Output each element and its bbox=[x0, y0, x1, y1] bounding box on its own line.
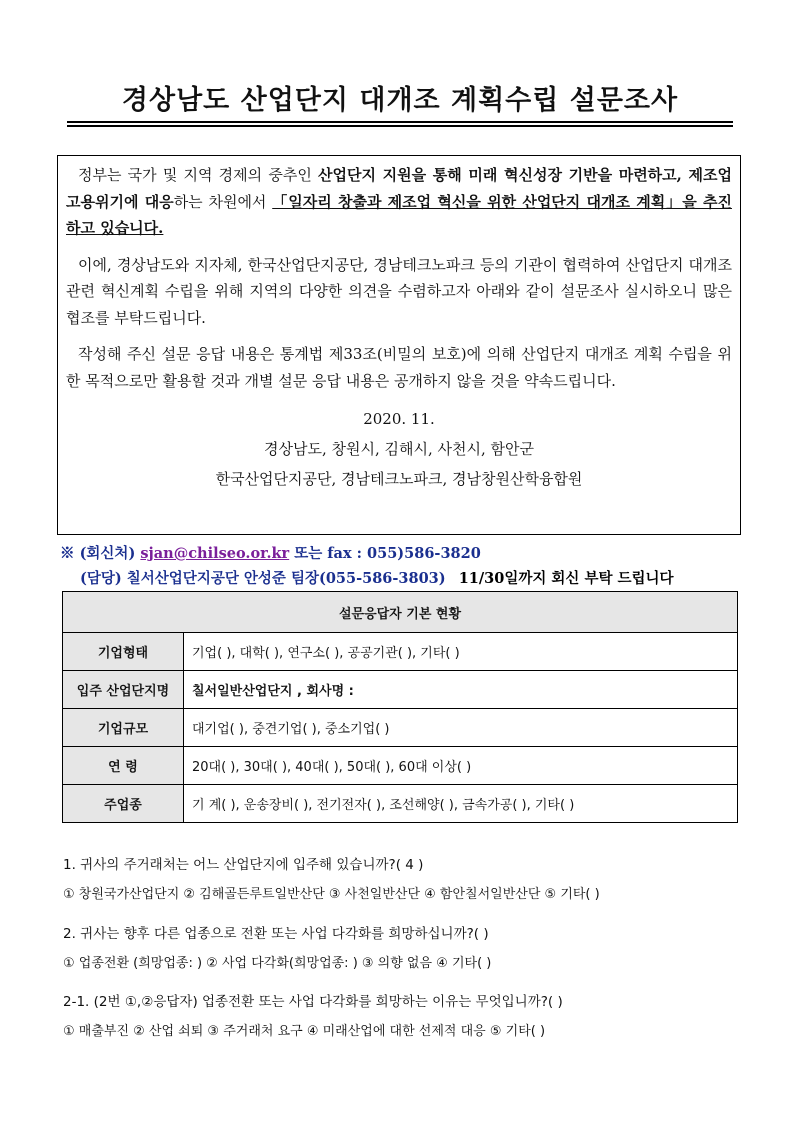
question-2-1: 2-1. (2번 ①,②응답자) 업종전환 또는 사업 다각화를 희망하는 이유는 무엇입니까?( ) bbox=[63, 994, 563, 1010]
table-row-industry bbox=[63, 785, 738, 823]
question-2-options[interactable]: ① 업종전환 (희망업종: ) ② 사업 다각화(희망업종: ) ③ 의향 없음 ④ 기타( ) bbox=[63, 956, 492, 971]
intro-orgs-line-1: 경상남도, 창원시, 김해시, 사천시, 함안군 bbox=[264, 440, 534, 458]
row-value-complex-name[interactable]: 칠서일반산업단지 , 회사명 : bbox=[184, 671, 738, 709]
table-row-company-size bbox=[63, 709, 738, 747]
row-value-age[interactable]: 20대( ), 30대( ), 40대( ), 50대( ), 60대 이상( ) bbox=[184, 747, 738, 785]
intro-box bbox=[57, 155, 741, 535]
page-title: 경상남도 산업단지 대개조 계획수립 설문조사 bbox=[121, 85, 679, 116]
contact-label: (회신처) bbox=[79, 545, 136, 562]
row-label: 기업형태 bbox=[63, 633, 184, 671]
intro-orgs-line-2: 한국산업단지공단, 경남테크노파크, 경남창원산학융합원 bbox=[215, 470, 583, 488]
respondent-info-table bbox=[62, 591, 738, 823]
table-header: 설문응답자 기본 현황 bbox=[63, 592, 738, 633]
contact-fax: 또는 fax : 055)586-3820 bbox=[294, 545, 481, 562]
intro-paragraph-2: 이에, 경상남도와 지자체, 한국산업단지공단, 경남테크노파크 등의 기관이 협력하여 산업단지 대개조 관련 혁신계획 수립을 위해 지역의 다양한 의견을 수렴하고자 아래와 같이 설문조사 실시하오니 많은 협조를 부탁드립니다. bbox=[66, 255, 732, 327]
intro-paragraph-1 bbox=[66, 162, 732, 242]
intro-p1-text-2: 하는 차원에서 bbox=[173, 192, 273, 211]
title-rule-bottom bbox=[67, 125, 733, 127]
question-2: 2. 귀사는 향후 다른 업종으로 전환 또는 사업 다각화를 희망하십니까?( ) bbox=[63, 926, 489, 942]
intro-p1-bold: 산업단지 지원을 통해 미래 혁신성장 기반을 마련하고, 제조업 고용위기에 대응 bbox=[66, 166, 732, 211]
row-value-company-size[interactable]: 대기업( ), 중견기업( ), 중소기업( ) bbox=[184, 709, 738, 747]
contact-line-1 bbox=[60, 542, 481, 563]
row-label: 기업규모 bbox=[63, 709, 184, 747]
contact-deadline: 11/30일까지 회신 부탁 드립니다 bbox=[458, 570, 674, 587]
intro-p1-underlined: 「일자리 창출과 제조업 혁신을 위한 산업단지 대개조 계획」을 추진하고 있습니다. bbox=[66, 192, 732, 237]
row-value-company-type[interactable]: 기업( ), 대학( ), 연구소( ), 공공기관( ), 기타( ) bbox=[184, 633, 738, 671]
table-row-company-type bbox=[63, 633, 738, 671]
row-value-industry[interactable]: 기 계( ), 운송장비( ), 전기전자( ), 조선해양( ), 금속가공( ), 기타( ) bbox=[184, 785, 738, 823]
table-row-age bbox=[63, 747, 738, 785]
intro-paragraph-3: 작성해 주신 설문 응답 내용은 통계법 제33조(비밀의 보호)에 의해 산업단지 대개조 계획 수립을 위한 목적으로만 활용할 것과 개별 설문 응답 내용은 공개하지 않을 것을 약속드립니다. bbox=[66, 345, 732, 390]
title-rule-top bbox=[67, 121, 733, 123]
intro-date: 2020. 11. bbox=[363, 410, 435, 428]
contact-line-2 bbox=[80, 567, 674, 588]
table-row-complex-name bbox=[63, 671, 738, 709]
row-label: 입주 산업단지명 bbox=[63, 671, 184, 709]
row-label: 연 령 bbox=[63, 747, 184, 785]
contact-email-link[interactable]: sjan@chilseo.or.kr bbox=[140, 545, 290, 562]
question-2-1-options[interactable]: ① 매출부진 ② 산업 쇠퇴 ③ 주거래처 요구 ④ 미래산업에 대한 선제적 대응 ⑤ 기타( ) bbox=[63, 1024, 546, 1039]
note-mark: ※ bbox=[60, 545, 75, 562]
question-1-options[interactable]: ① 창원국가산업단지 ② 김해골든루트일반산단 ③ 사천일반산단 ④ 함안칠서일반산단 ⑤ 기타( ) bbox=[63, 887, 600, 902]
row-label: 주업종 bbox=[63, 785, 184, 823]
intro-p1-text: 정부는 국가 및 지역 경제의 중추인 bbox=[78, 166, 319, 184]
contact-manager: (담당) 칠서산업단지공단 안성준 팀장(055-586-3803) bbox=[80, 570, 446, 587]
question-1: 1. 귀사의 주거래처는 어느 산업단지에 입주해 있습니까?( 4 ) bbox=[63, 857, 424, 873]
